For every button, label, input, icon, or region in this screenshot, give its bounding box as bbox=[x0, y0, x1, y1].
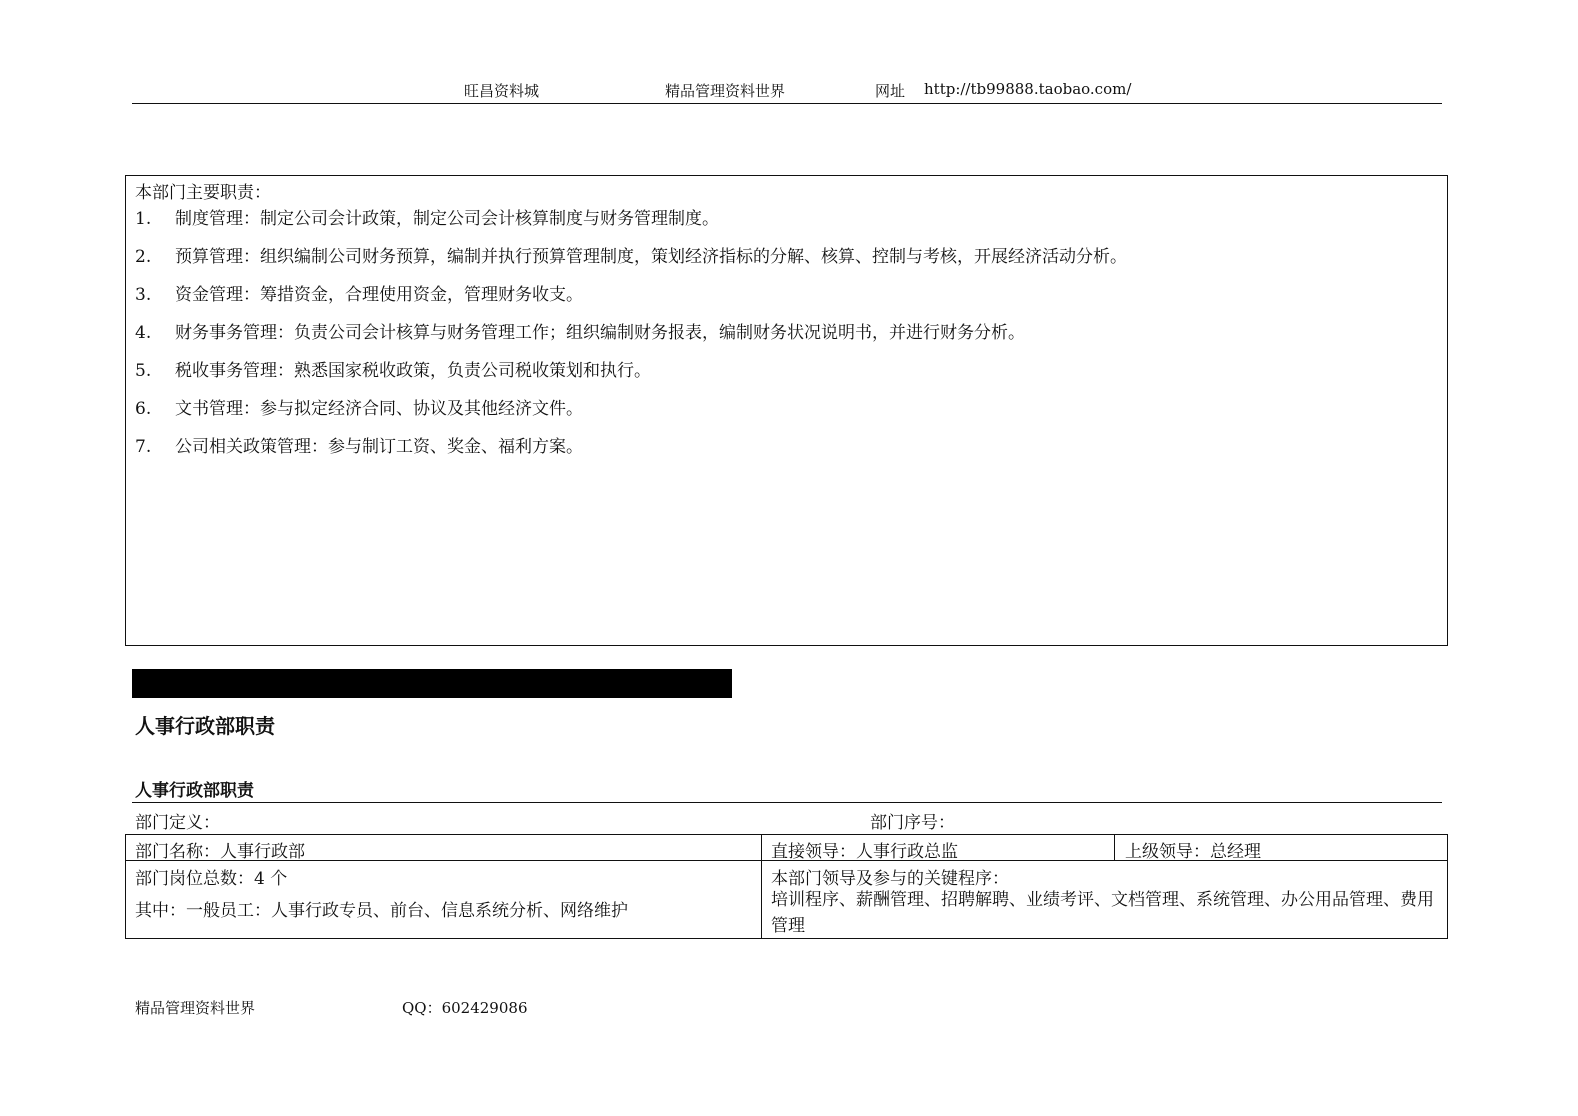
section-divider bbox=[132, 802, 1442, 803]
duty-text: 公司相关政策管理：参与制订工资、奖金、福利方案。 bbox=[175, 437, 583, 457]
post-count: 部门岗位总数：4 个 bbox=[135, 869, 288, 889]
section-subtitle: 人事行政部职责 bbox=[135, 781, 254, 801]
footer-qq: QQ：602429086 bbox=[402, 999, 528, 1017]
dept-number-label: 部门序号： bbox=[870, 813, 955, 833]
staff-list: 其中：一般员工：人事行政专员、前台、信息系统分析、网络维护 bbox=[135, 901, 628, 921]
duty-item bbox=[135, 356, 651, 381]
duty-text: 制度管理：制定公司会计政策，制定公司会计核算制度与财务管理制度。 bbox=[175, 209, 719, 229]
section-title: 人事行政部职责 bbox=[135, 714, 275, 738]
duty-text: 税收事务管理：熟悉国家税收政策，负责公司税收策划和执行。 bbox=[175, 361, 651, 381]
duty-item bbox=[135, 432, 583, 457]
key-procedures-label: 本部门领导及参与的关键程序： bbox=[771, 869, 1009, 889]
table-divider bbox=[1114, 834, 1115, 861]
duty-item bbox=[135, 204, 719, 229]
superior-leader: 上级领导：总经理 bbox=[1125, 842, 1261, 862]
duty-number: 3. bbox=[135, 285, 152, 305]
redaction-bar bbox=[132, 669, 732, 698]
dept-name: 部门名称：人事行政部 bbox=[135, 842, 305, 862]
header-url[interactable]: http://tb99888.taobao.com/ bbox=[924, 80, 1132, 98]
duties-heading: 本部门主要职责： bbox=[135, 183, 271, 203]
duty-item bbox=[135, 242, 1127, 267]
duty-item bbox=[135, 394, 583, 419]
duty-item bbox=[135, 280, 583, 305]
header-brand: 旺昌资料城 bbox=[464, 82, 540, 100]
duty-number: 2. bbox=[135, 247, 152, 267]
duty-number: 5. bbox=[135, 361, 152, 381]
duty-number: 1. bbox=[135, 209, 152, 229]
duty-number: 4. bbox=[135, 323, 152, 343]
header-tagline: 精品管理资料世界 bbox=[665, 82, 786, 100]
duty-text: 财务事务管理：负责公司会计核算与财务管理工作；组织编制财务报表，编制财务状况说明书，并进行财务分析。 bbox=[175, 323, 1025, 343]
duty-text: 资金管理：筹措资金，合理使用资金，管理财务收支。 bbox=[175, 285, 583, 305]
footer-tagline: 精品管理资料世界 bbox=[135, 999, 256, 1017]
duty-number: 6. bbox=[135, 399, 152, 419]
duty-item bbox=[135, 318, 1025, 343]
duty-text: 文书管理：参与拟定经济合同、协议及其他经济文件。 bbox=[175, 399, 583, 419]
dept-definition-label: 部门定义： bbox=[135, 813, 220, 833]
header-divider bbox=[132, 103, 1442, 104]
duty-text: 预算管理：组织编制公司财务预算，编制并执行预算管理制度，策划经济指标的分解、核算、控制与考核，开展经济活动分析。 bbox=[175, 247, 1127, 267]
duty-number: 7. bbox=[135, 437, 152, 457]
table-divider bbox=[761, 834, 762, 939]
key-procedures: 培训程序、薪酬管理、招聘解聘、业绩考评、文档管理、系统管理、办公用品管理、费用管理 bbox=[771, 890, 1434, 936]
direct-leader: 直接领导：人事行政总监 bbox=[771, 842, 958, 862]
header-url-label: 网址 bbox=[875, 82, 906, 100]
